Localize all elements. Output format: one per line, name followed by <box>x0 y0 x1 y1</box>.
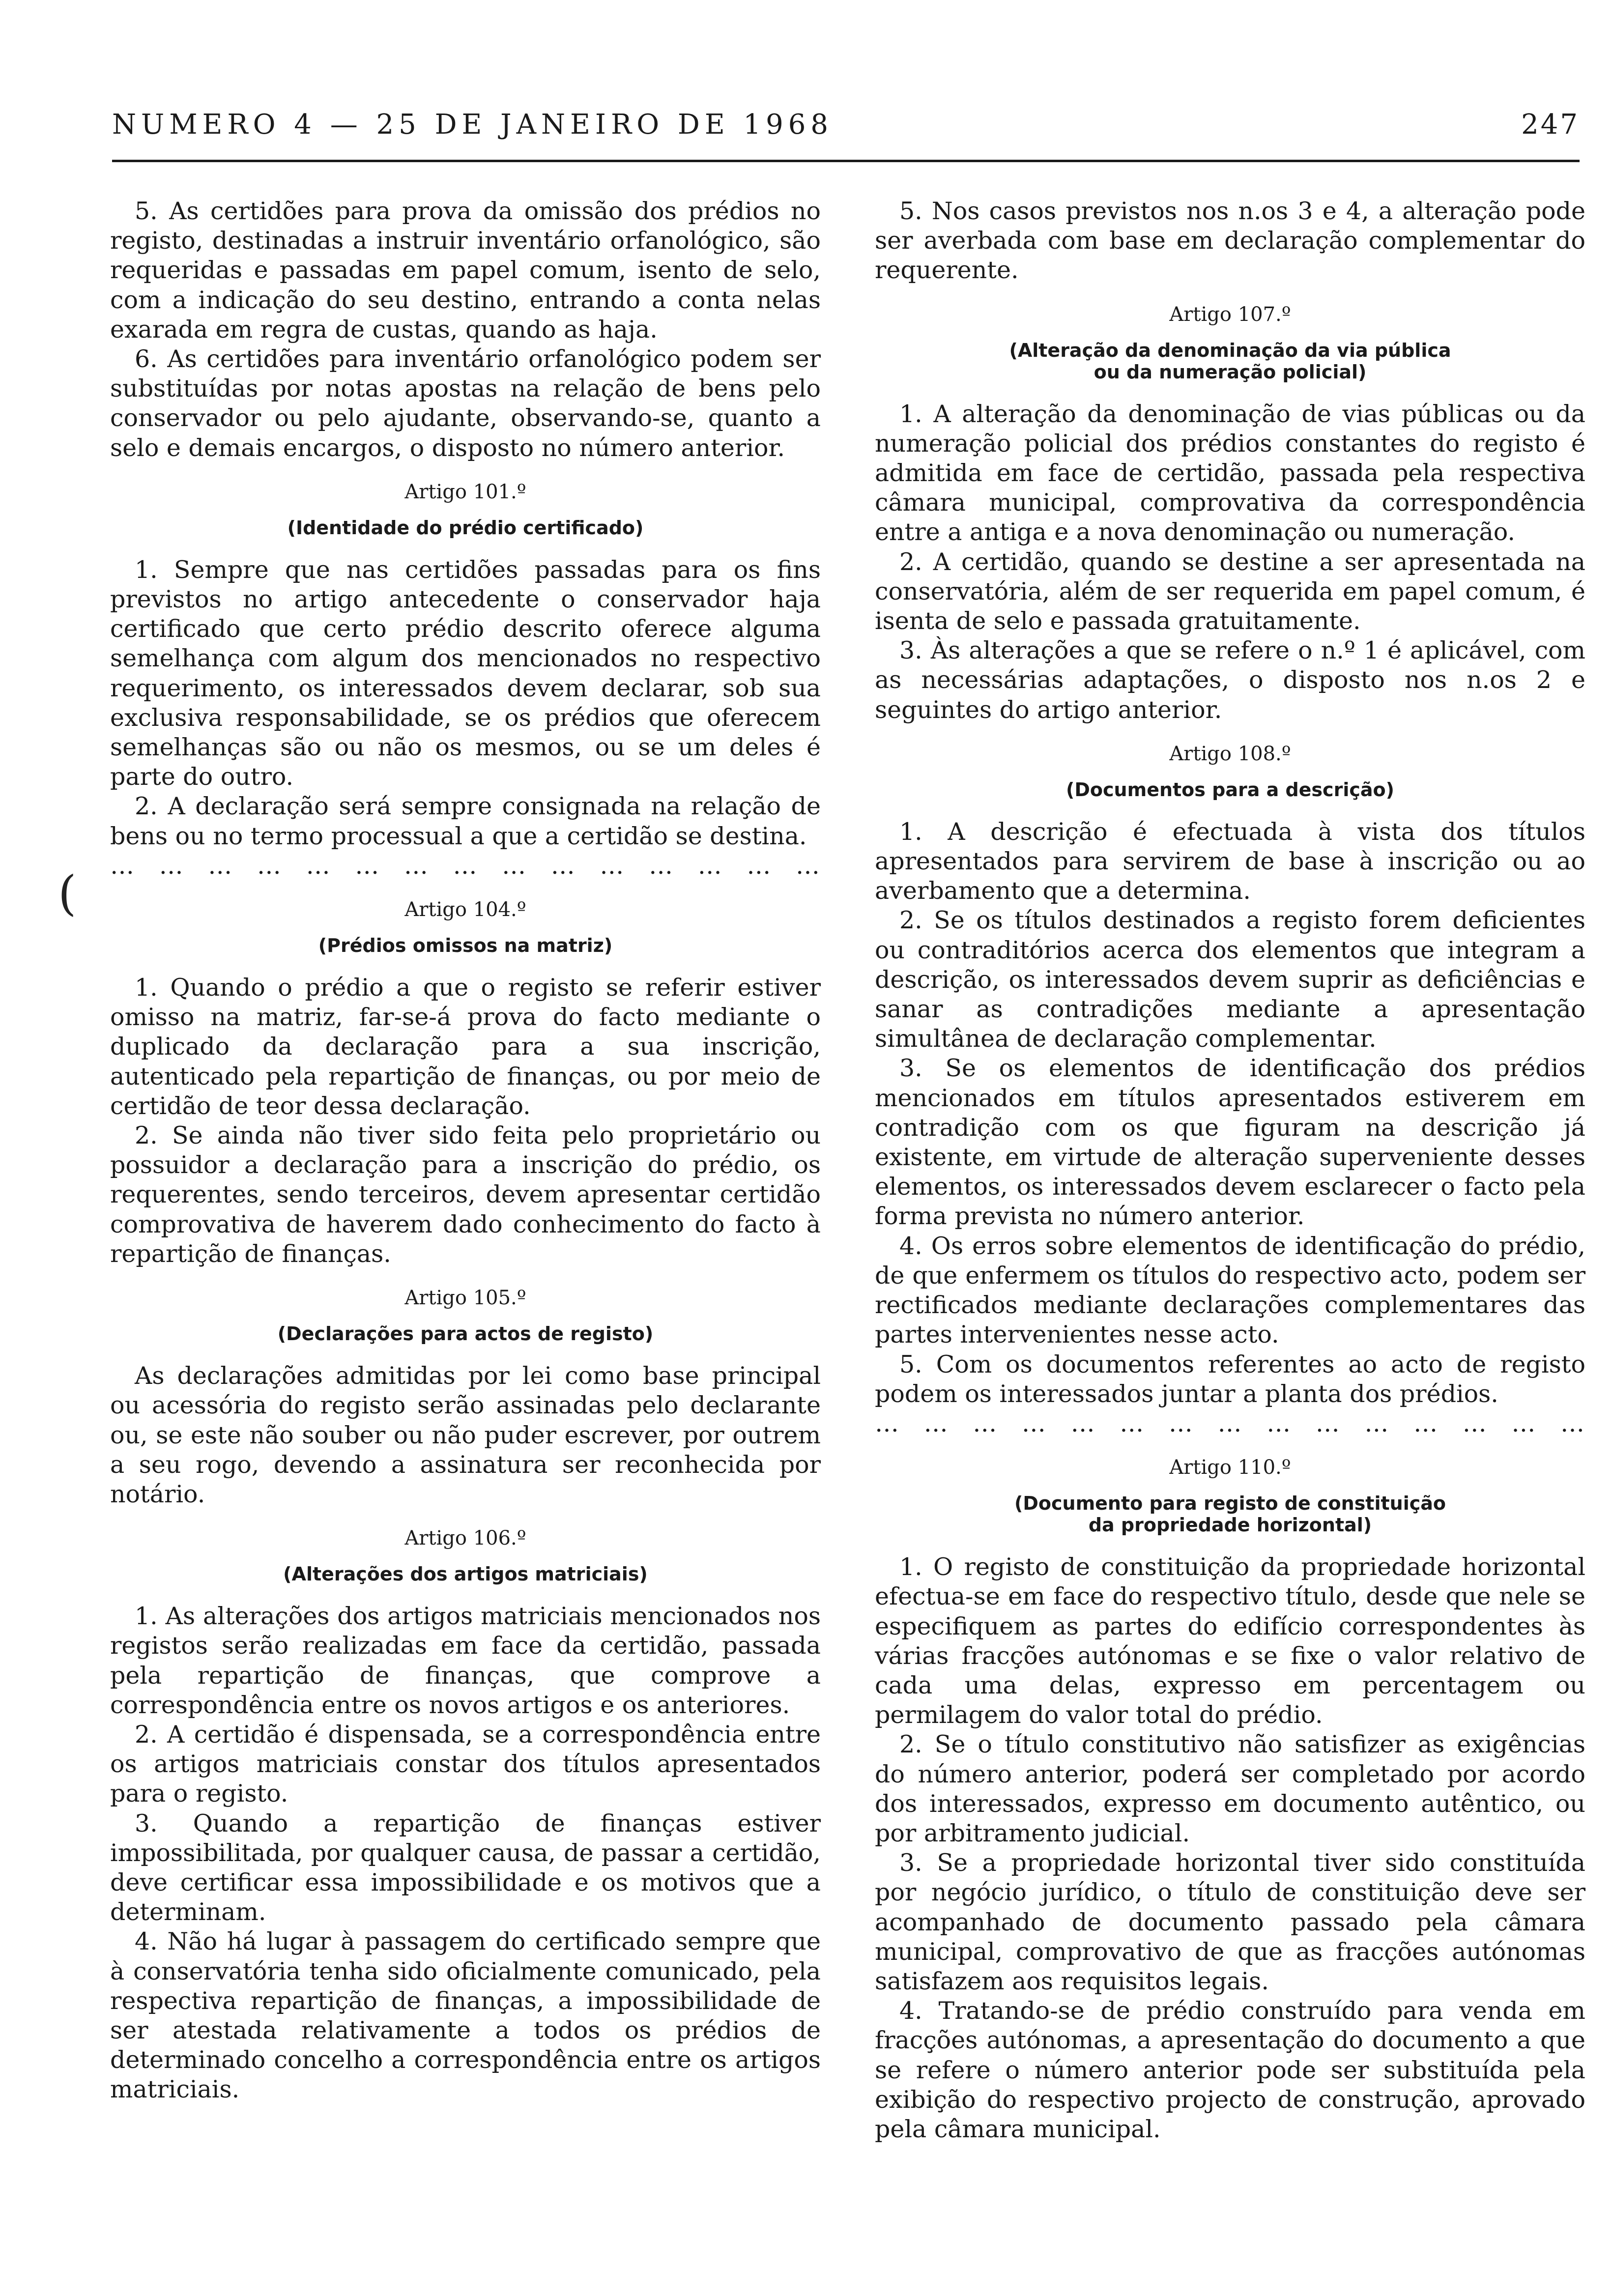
heading-line: (Documento para registo de constituição <box>1014 1492 1446 1515</box>
paragraph: 4. Tratando-se de prédio construído para venda em fracções autónomas, a apresentação do documento a que se refere o número anterior pode ser substituída pela exibição do respectivo projecto de construção, aprovado pela câmara municipal. <box>875 1997 1585 2143</box>
paragraph: 1. A alteração da denominação de vias públicas ou da numeração policial dos prédios constantes do registo é admitida em face de certidão, passada pela respectiva câmara municipal, comprovativa da correspondência entre a antiga e a nova denominação ou numeração. <box>875 400 1585 546</box>
paragraph: 1. A descrição é efectuada à vista dos títulos apresentados para servirem de base à inscrição ou ao averbamento que a determina. <box>875 817 1585 905</box>
paragraph: 2. A certidão é dispensada, se a correspondência entre os artigos matriciais constar dos títulos apresentados para o registo. <box>110 1720 821 1808</box>
margin-bracket-mark: ( <box>58 866 77 921</box>
heading-line: (Alteração da denominação da via pública <box>1009 339 1451 361</box>
article-101-label: Artigo 101.º <box>404 480 526 503</box>
article-107-heading <box>875 340 1585 383</box>
paragraph: 4. Os erros sobre elementos de identificação do prédio, de que enfermem os títulos do respectivo acto, podem ser rectificados mediante declarações complementares das partes intervenientes nesse acto. <box>875 1232 1585 1349</box>
paragraph: 5. As certidões para prova da omissão dos prédios no registo, destinadas a instruir inventário orfanológico, são requeridas e passadas em papel comum, isento de selo, com a indicação do seu destino, entrando a conta nelas exarada em regra de custas, quando as haja. <box>110 197 821 344</box>
paragraph: 2. Se o título constitutivo não satisfizer as exigências do número anterior, poderá ser completado por acordo dos interessados, expresso em documento autêntico, ou por arbitramento judicial. <box>875 1730 1585 1847</box>
paragraph: 3. Quando a repartição de finanças estiver impossibilitada, por qualquer causa, de passar a certidão, deve certificar essa impossibilidade e os motivos que a determinam. <box>110 1809 821 1926</box>
left-column <box>110 197 821 2105</box>
journal-issue-date: NUMERO 4 — 25 DE JANEIRO DE 1968 <box>112 109 834 141</box>
article-101-heading: (Identidade do prédio certificado) <box>287 517 644 539</box>
omission-dots: … … … … … … … … … … … … … … … <box>875 1409 1585 1437</box>
paragraph: 2. Se os títulos destinados a registo forem deficientes ou contraditórios acerca dos elementos que integram a descrição, os interessados devem suprir as deficiências e sanar as contradições mediante a apresentação simultânea de declaração complementar. <box>875 906 1585 1053</box>
article-106-heading: (Alterações dos artigos matriciais) <box>283 1563 648 1585</box>
page-header <box>112 96 1580 162</box>
article-106-label: Artigo 106.º <box>404 1527 526 1550</box>
paragraph: 1. Sempre que nas certidões passadas para os fins previstos no artigo antecedente o conservador haja certificado que certo prédio descrito oferece alguma semelhança com algum dos mencionados no respectivo requerimento, os interessados devem declarar, sob sua exclusiva responsabilidade, se os prédios que oferecem semelhanças são ou não os mesmos, ou se um deles é parte do outro. <box>110 555 821 791</box>
paragraph: 3. Se a propriedade horizontal tiver sido constituída por negócio jurídico, o título de constituição deve ser acompanhado de documento passado pela câmara municipal, comprovativo de que as fracções autónomas satisfazem aos requisitos legais. <box>875 1849 1585 1995</box>
paragraph: 1. O registo de constituição da propriedade horizontal efectua-se em face do respectivo título, desde que nele se especifiquem as partes do edifício correspondentes às várias fracções autónomas e se fixe o valor relativo de cada uma delas, expresso em percentagem ou permilagem do valor total do prédio. <box>875 1553 1585 1729</box>
article-105-label: Artigo 105.º <box>404 1287 526 1310</box>
article-104-label: Artigo 104.º <box>404 898 526 921</box>
paragraph: 2. Se ainda não tiver sido feita pelo proprietário ou possuidor a declaração para a inscrição do prédio, os requerentes, sendo terceiros, devem apresentar certidão comprovativa de haverem dado conhecimento do facto à repartição de finanças. <box>110 1121 821 1268</box>
paragraph: 5. Nos casos previstos nos n.os 3 e 4, a alteração pode ser averbada com base em declaração complementar do requerente. <box>875 197 1585 285</box>
article-105-heading: (Declarações para actos de registo) <box>277 1323 654 1345</box>
article-104-heading: (Prédios omissos na matriz) <box>318 935 613 957</box>
paragraph: As declarações admitidas por lei como base principal ou acessória do registo serão assinadas pelo declarante ou, se este não souber ou não puder escrever, por outrem a seu rogo, devendo a assinatura ser reconhecida por notário. <box>110 1362 821 1508</box>
article-110-label: Artigo 110.º <box>1169 1456 1291 1479</box>
heading-line: ou da numeração policial) <box>1094 361 1367 383</box>
article-108-label: Artigo 108.º <box>1169 742 1291 765</box>
page-number: 247 <box>1521 109 1580 141</box>
paragraph: 3. Se os elementos de identificação dos prédios mencionados em títulos apresentados estiverem em contradição com os que figuram na descrição já existente, em virtude de alteração superveniente desses elementos, os interessados devem esclarecer o facto pela forma prevista no número anterior. <box>875 1054 1585 1231</box>
article-107-label: Artigo 107.º <box>1169 303 1291 326</box>
paragraph: 1. Quando o prédio a que o registo se referir estiver omisso na matriz, far-se-á prova do facto mediante o duplicado da declaração para a sua inscrição, autenticado pela repartição de finanças, ou por meio de certidão de teor dessa declaração. <box>110 974 821 1120</box>
paragraph: 6. As certidões para inventário orfanológico podem ser substituídas por notas apostas na relação de bens pelo conservador ou pelo ajudante, observando-se, quanto a selo e demais encargos, o disposto no número anterior. <box>110 345 821 462</box>
paragraph: 2. A declaração será sempre consignada na relação de bens ou no termo processual a que a certidão se destina. <box>110 792 821 850</box>
paragraph: 3. Às alterações a que se refere o n.º 1 é aplicável, com as necessárias adaptações, o disposto nos n.os 2 e seguintes do artigo anterior. <box>875 636 1585 724</box>
heading-line: da propriedade horizontal) <box>1088 1514 1372 1536</box>
right-column <box>875 197 1585 2144</box>
paragraph: 2. A certidão, quando se destine a ser apresentada na conservatória, além de ser requerida em papel comum, é isenta de selo e passada gratuitamente. <box>875 547 1585 635</box>
paragraph: 1. As alterações dos artigos matriciais mencionados nos registos serão realizadas em face da certidão, passada pela repartição de finanças, que comprove a correspondência entre os novos artigos e os anteriores. <box>110 1602 821 1719</box>
paragraph: 4. Não há lugar à passagem do certificado sempre que à conservatória tenha sido oficialmente comunicado, pela respectiva repartição de finanças, a impossibilidade de ser atestada relativamente a todos os prédios de determinado concelho a correspondência entre os artigos matriciais. <box>110 1927 821 2104</box>
omission-dots: … … … … … … … … … … … … … … … <box>110 851 821 880</box>
article-108-heading: (Documentos para a descrição) <box>1066 778 1394 801</box>
article-110-heading <box>875 1492 1585 1536</box>
paragraph: 5. Com os documentos referentes ao acto de registo podem os interessados juntar a planta dos prédios. <box>875 1350 1585 1408</box>
